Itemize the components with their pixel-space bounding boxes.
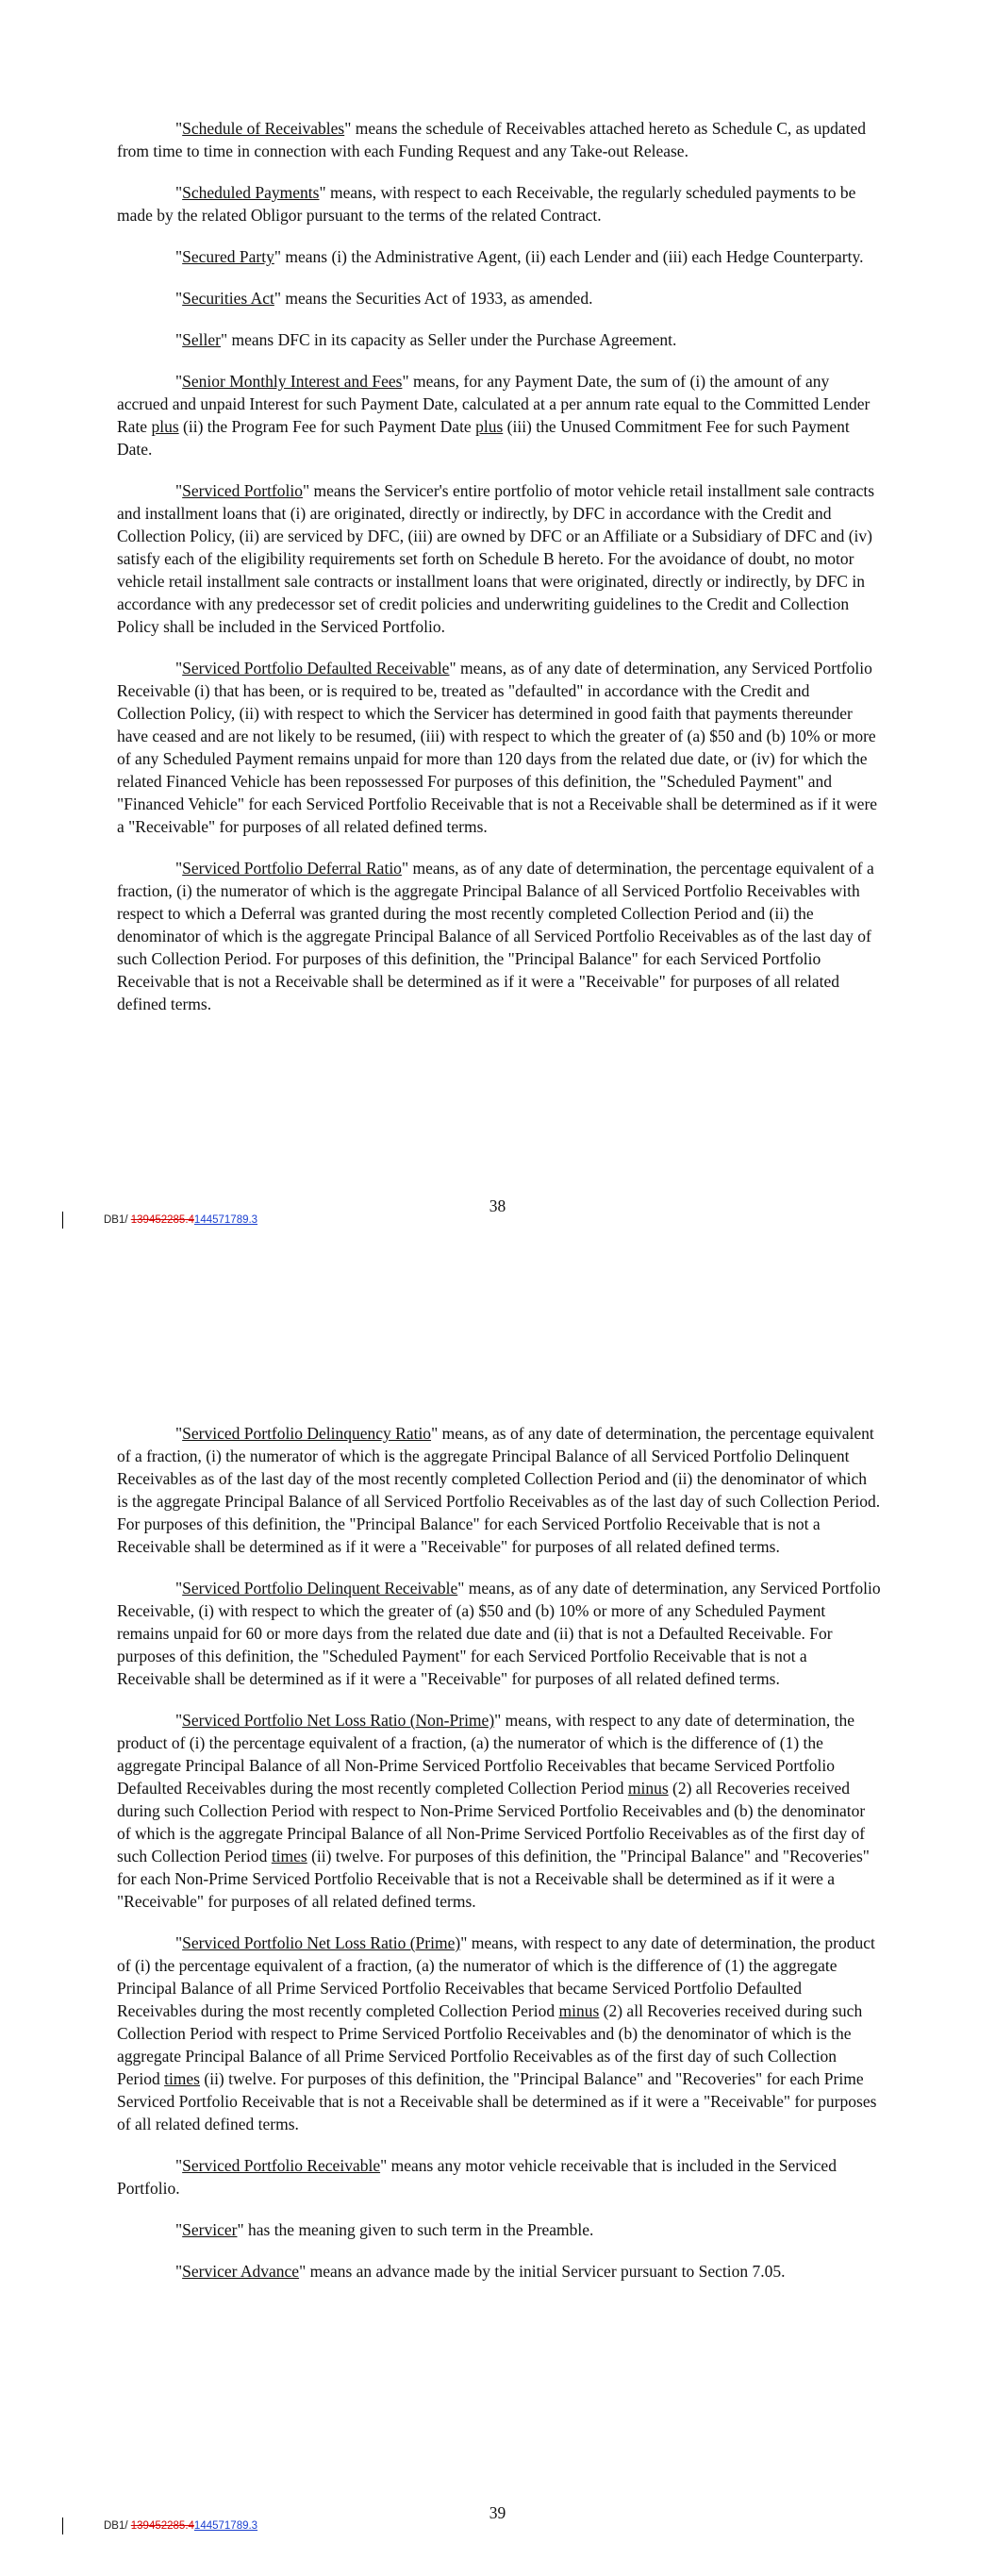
defined-term: Serviced Portfolio Defaulted Receivable <box>182 659 450 677</box>
definition-securities-act: "Securities Act" means the Securities Act of 1933, as amended. <box>175 289 593 308</box>
definition-serviced-portfolio-delinquent-receivable: "Serviced Portfolio Delinquent Receivable" means, as of any date of determination, any Serviced Portfolio Receivable, (i) with respect to which the greater of (a) $50 and (b) 10% or more of any Scheduled Payment remains unpaid for 60 or more days from the related due date and (ii) that is not a Defaulted Receivable. For purposes of this definition, the "Scheduled Payment" for each Serviced Portfolio Receivable that is not a Receivable shall be determined as if it were a "Receivable" for purposes of all related defined terms. <box>117 1579 881 1688</box>
page-39 <box>0 1288 995 2576</box>
defined-term: Serviced Portfolio Net Loss Ratio (Non-Prime) <box>182 1711 495 1730</box>
definition-servicer: "Servicer" has the meaning given to such term in the Preamble. <box>175 2220 594 2239</box>
defined-term: Servicer <box>182 2220 238 2239</box>
definition-net-loss-ratio-non-prime: "Serviced Portfolio Net Loss Ratio (Non-Prime)" means, with respect to any date of determination, the product of (i) the percentage equivalent of a fraction, (a) the numerator of which is the difference of (1) the aggregate Principal Balance of all Non-Prime Serviced Portfolio Receivables that became Serviced Portfolio Defaulted Receivables during the most recently completed Collection Period minus (2) all Recoveries received during such Collection Period with respect to Non-Prime Serviced Portfolio Receivables and (b) the denominator of which is the aggregate Principal Balance of all Non-Prime Serviced Portfolio Receivables as of the first day of such Collection Period times (ii) twelve. For purposes of this definition, the "Principal Balance" and "Recoveries" for each Non-Prime Serviced Portfolio Receivable that is not a Receivable shall be determined as if it were a "Receivable" for purposes of all related defined terms. <box>117 1711 870 1911</box>
inserted-doc-id: 144571789.3 <box>193 1214 258 1227</box>
change-bar <box>62 1212 63 1229</box>
definition-schedule-of-receivables: "Schedule of Receivables" means the schedule of Receivables attached hereto as Schedule C, as updated from time to time in connection with each Funding Request and any Take-out Release. <box>117 119 867 160</box>
definition-senior-monthly-interest-and-fees: "Senior Monthly Interest and Fees" means, for any Payment Date, the sum of (i) the amount of any accrued and unpaid Interest for such Payment Date, calculated at a per annum rate equal to the Committed Lender Rate plus (ii) the Program Fee for such Payment Date plus (iii) the Unused Commitment Fee for such Payment Date. <box>117 372 871 459</box>
inserted-doc-id: 144571789.3 <box>193 2520 258 2533</box>
document-footer: DB1/ 139452285.4144571789.3 <box>62 1212 257 1229</box>
defined-term: Serviced Portfolio Receivable <box>182 2156 381 2175</box>
defined-term: Schedule of Receivables <box>182 119 345 138</box>
defined-term: Servicer Advance <box>182 2262 300 2281</box>
definition-serviced-portfolio: "Serviced Portfolio" means the Servicer's entire portfolio of motor vehicle retail installment sale contracts and installment loans that (i) are originated, directly or indirectly, by DFC in accordance with the Credit and Collection Policy, (ii) are serviced by DFC, (iii) are owned by DFC or an Affiliate or a Subsidiary of DFC and (iv) satisfy each of the eligibility requirements set forth on Schedule B hereto. For the avoidance of doubt, no motor vehicle retail installment sale contracts or installment loans that were originated, directly or indirectly, by DFC in accordance with any predecessor set of credit policies and underwriting guidelines to the Credit and Collection Policy shall be included in the Serviced Portfolio. <box>117 481 875 636</box>
defined-term: Serviced Portfolio Delinquency Ratio <box>182 1424 432 1443</box>
definition-serviced-portfolio-defaulted-receivable: "Serviced Portfolio Defaulted Receivable" means, as of any date of determination, any Serviced Portfolio Receivable (i) that has been, or is required to be, treated as "defaulted" in accordance with the Credit and Collection Policy, (ii) with respect to which the Servicer has determined in good faith that payments thereunder have ceased and are not likely to be resumed, (iii) with respect to which the greater of (a) $50 and (b) 10% or more of any Scheduled Payment remains unpaid for more than 120 days from the related due date, or (iv) for which the related Financed Vehicle has been repossessed For purposes of this definition, the "Scheduled Payment" and "Financed Vehicle" for each Serviced Portfolio Receivable that is not a Receivable shall be determined as if it were a "Receivable" for purposes of all related defined terms. <box>117 659 878 836</box>
defined-term: Secured Party <box>182 247 274 266</box>
document-footer: DB1/ 139452285.4144571789.3 <box>62 2517 257 2534</box>
deleted-doc-id: 139452285.4 <box>130 2520 194 2533</box>
defined-term: Serviced Portfolio Deferral Ratio <box>182 859 402 878</box>
definition-secured-party: "Secured Party" means (i) the Administrative Agent, (ii) each Lender and (iii) each Hedge Counterparty. <box>175 247 864 266</box>
defined-term: Scheduled Payments <box>182 183 320 202</box>
defined-term: Serviced Portfolio Delinquent Receivable <box>182 1579 458 1597</box>
page-number: 39 <box>489 2503 506 2522</box>
definition-serviced-portfolio-delinquency-ratio: "Serviced Portfolio Delinquency Ratio" means, as of any date of determination, the percentage equivalent of a fraction, (i) the numerator of which is the aggregate Principal Balance of all Serviced Portfolio Delinquent Receivables as of the last day of the most recently completed Collection Period and (ii) the denominator of which is the aggregate Principal Balance of all Serviced Portfolio Receivables as of the last day of such Collection Period. For purposes of this definition, the "Principal Balance" for each Serviced Portfolio Receivable that is not a Receivable shall be determined as if it were a "Receivable" for purposes of all related defined terms. <box>117 1424 881 1556</box>
definition-serviced-portfolio-receivable: "Serviced Portfolio Receivable" means any motor vehicle receivable that is included in the Serviced Portfolio. <box>117 2156 837 2198</box>
defined-term: Senior Monthly Interest and Fees <box>182 372 403 391</box>
definition-servicer-advance: "Servicer Advance" means an advance made by the initial Servicer pursuant to Section 7.05. <box>175 2262 786 2281</box>
change-bar <box>62 2517 63 2534</box>
definition-serviced-portfolio-deferral-ratio: "Serviced Portfolio Deferral Ratio" means, as of any date of determination, the percentage equivalent of a fraction, (i) the numerator of which is the aggregate Principal Balance of all Serviced Portfolio Receivables with respect to which a Deferral was granted during the most recently completed Collection Period and (ii) the denominator of which is the aggregate Principal Balance of all Serviced Portfolio Receivables as of the last day of such Collection Period. For purposes of this definition, the "Principal Balance" for each Serviced Portfolio Receivable that is not a Receivable shall be determined as if it were a "Receivable" for purposes of all related defined terms. <box>117 859 874 1013</box>
page-number: 38 <box>489 1196 506 1215</box>
defined-term: Securities Act <box>182 289 274 308</box>
definition-scheduled-payments: "Scheduled Payments" means, with respect to each Receivable, the regularly scheduled payments to be made by the related Obligor pursuant to the terms of the related Contract. <box>117 183 856 225</box>
definition-seller: "Seller" means DFC in its capacity as Seller under the Purchase Agreement. <box>175 330 677 349</box>
page-body <box>117 1422 882 2301</box>
deleted-doc-id: 139452285.4 <box>130 1214 194 1227</box>
definition-net-loss-ratio-prime: "Serviced Portfolio Net Loss Ratio (Prime)" means, with respect to any date of determination, the product of (i) the percentage equivalent of a fraction, (a) the numerator of which is the difference of (1) the aggregate Principal Balance of all Prime Serviced Portfolio Receivables that became Serviced Portfolio Defaulted Receivables during the most recently completed Collection Period minus (2) all Recoveries received during such Collection Period with respect to Prime Serviced Portfolio Receivables and (b) the denominator of which is the aggregate Principal Balance of all Prime Serviced Portfolio Receivables as of the first day of such Collection Period times (ii) twelve. For purposes of this definition, the "Principal Balance" and "Recoveries" for each Prime Serviced Portfolio Receivable that is not a Receivable shall be determined as if it were a "Receivable" for purposes of all related defined terms. <box>117 1933 877 2133</box>
defined-term: Serviced Portfolio Net Loss Ratio (Prime) <box>182 1933 461 1952</box>
page-body <box>117 117 882 1034</box>
defined-term: Seller <box>182 330 221 349</box>
defined-term: Serviced Portfolio <box>182 481 303 500</box>
